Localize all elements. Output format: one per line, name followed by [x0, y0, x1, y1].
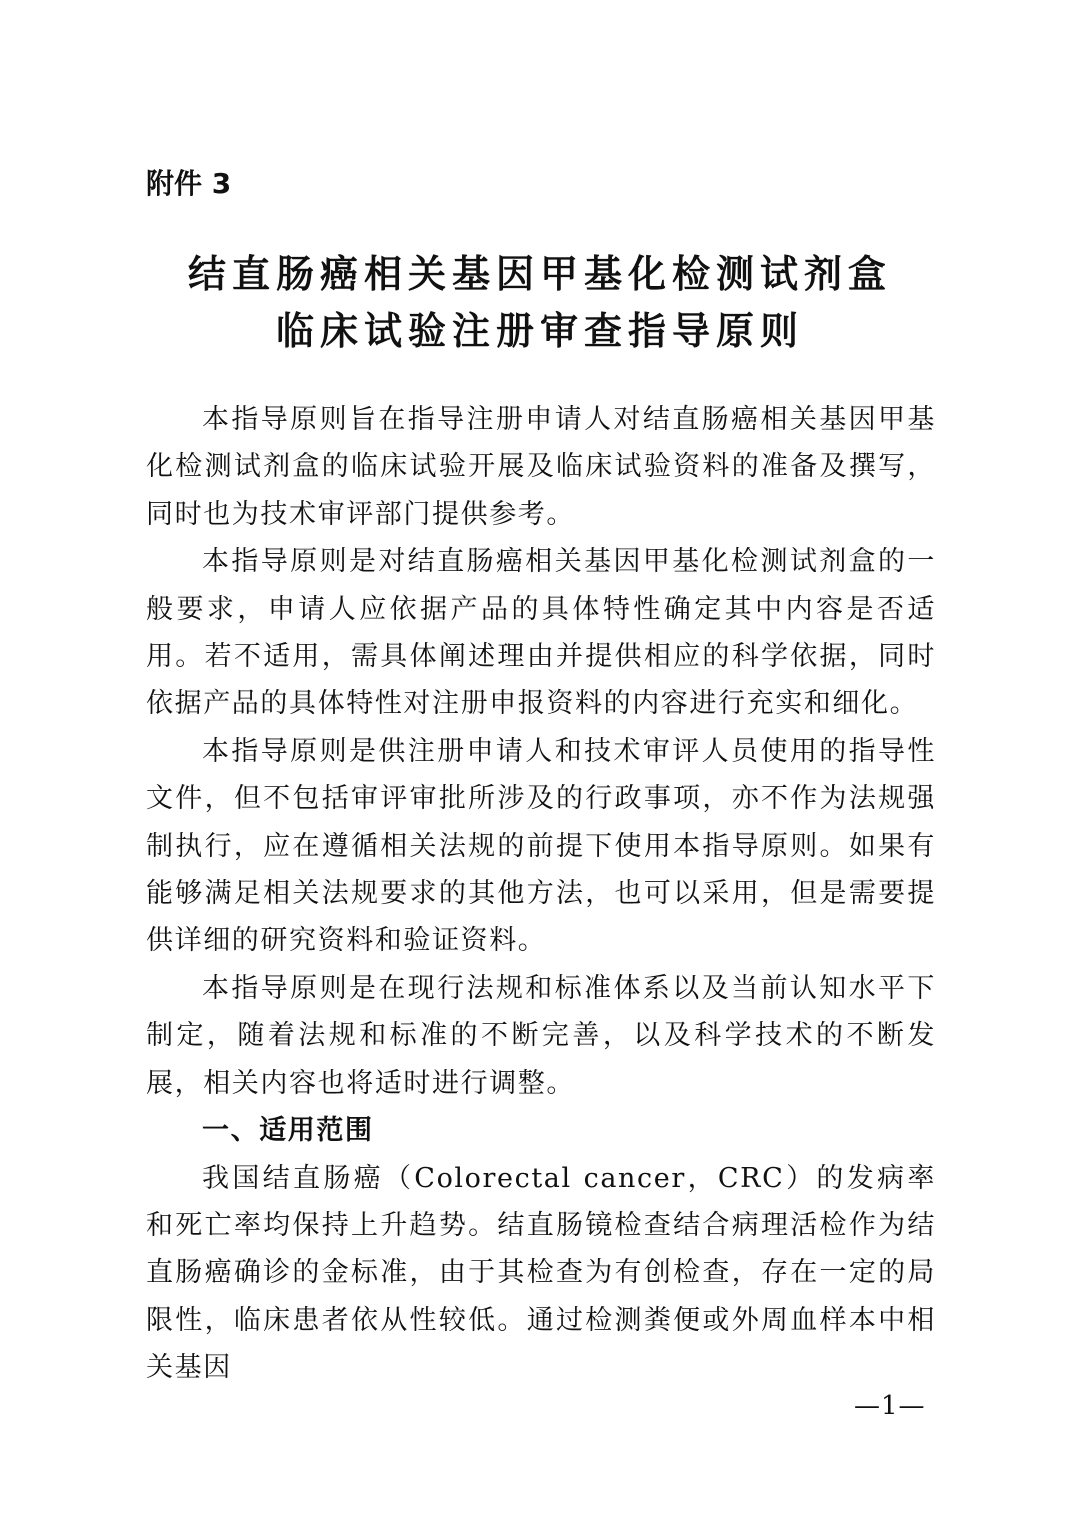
paragraph-usage: 本指导原则是供注册申请人和技术审评人员使用的指导性文件，但不包括审评审批所涉及的行政事项，亦不作为法规强制执行，应在遵循相关法规的前提下使用本指导原则。如果有能够满足相关法规要求的其他方法，也可以采用，但是需要提供详细的研究资料和验证资料。 — [146, 735, 936, 957]
page-number: —1— — [854, 1391, 926, 1421]
paragraph-purpose: 本指导原则旨在指导注册申请人对结直肠癌相关基因甲基化检测试剂盒的临床试验开展及临床试验资料的准备及撰写，同时也为技术审评部门提供参考。 — [146, 404, 936, 530]
document-title-line-1: 结直肠癌相关基因甲基化检测试剂盒 — [187, 251, 892, 296]
paragraph-general-requirements: 本指导原则是对结直肠癌相关基因甲基化检测试剂盒的一般要求，申请人应依据产品的具体特性确定其中内容是否适用。若不适用，需具体阐述理由并提供相应的科学依据，同时依据产品的具体特性对注册申报资料的内容进行充实和细化。 — [146, 546, 936, 720]
section-heading-scope: 一、适用范围 — [202, 1115, 374, 1147]
attachment-label: 附件 3 — [146, 167, 232, 200]
document-body — [146, 396, 936, 1392]
paragraph-scope: 我国结直肠癌（Colorectal cancer，CRC）的发病率和死亡率均保持上升趋势。结直肠镜检查结合病理活检作为结直肠癌确诊的金标准，由于其检查为有创检查，存在一定的局限性，临床患者依从性较低。通过检测粪便或外周血样本中相关基因 — [146, 1162, 936, 1384]
paragraph-adjustment: 本指导原则是在现行法规和标准体系以及当前认知水平下制定，随着法规和标准的不断完善，以及科学技术的不断发展，相关内容也将适时进行调整。 — [146, 972, 936, 1099]
document-title-line-2: 临床试验注册审查指导原则 — [275, 308, 804, 353]
